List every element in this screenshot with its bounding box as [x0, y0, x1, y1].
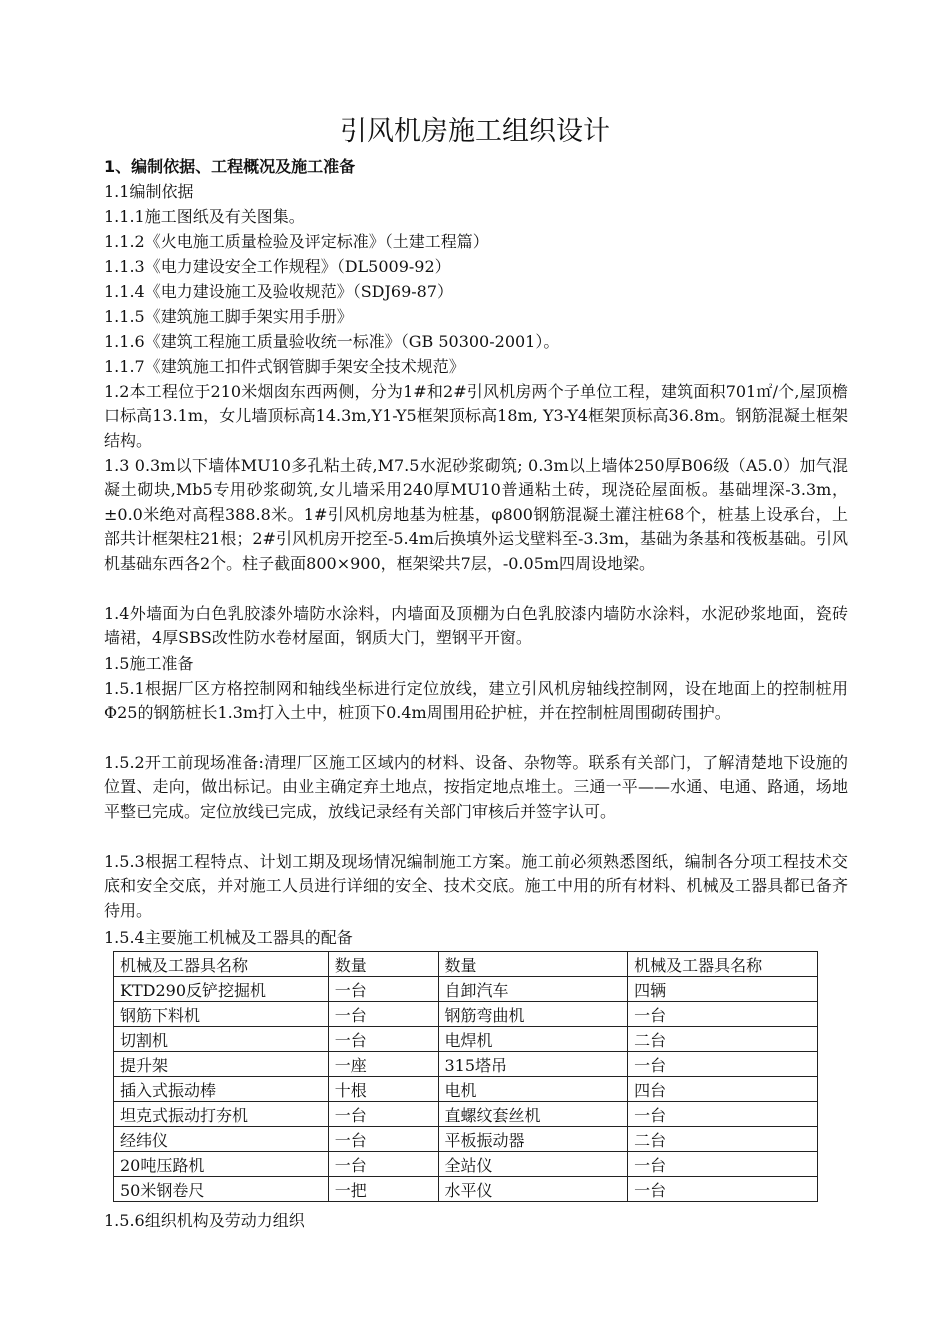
- equipment-table-body: [114, 952, 818, 1202]
- table-row: [114, 1177, 818, 1202]
- table-row: [114, 1077, 818, 1102]
- table-cell: 四辆: [628, 977, 818, 1002]
- table-cell: 二台: [628, 1127, 818, 1152]
- table-cell: 一把: [328, 1177, 438, 1202]
- table-cell: 电机: [438, 1077, 628, 1102]
- table-cell: 一台: [328, 1152, 438, 1177]
- table-row: [114, 1102, 818, 1127]
- table-cell: 一台: [628, 1152, 818, 1177]
- subsection-heading: 1.5.6组织机构及劳动力组织: [104, 1211, 305, 1230]
- subsection-heading: 1.5施工准备: [104, 654, 194, 673]
- table-cell: 一台: [628, 1177, 818, 1202]
- table-cell: 一台: [328, 1027, 438, 1052]
- table-cell: 一台: [328, 1002, 438, 1027]
- table-cell: 直螺纹套丝机: [438, 1102, 628, 1127]
- subsection-heading: 1.1编制依据: [104, 182, 194, 201]
- table-cell: 一台: [628, 1102, 818, 1127]
- table-cell: 一台: [328, 1102, 438, 1127]
- document-title: 引风机房施工组织设计: [340, 116, 610, 147]
- equipment-table: [113, 951, 818, 1202]
- table-cell: 一台: [628, 1052, 818, 1077]
- table-cell: 一台: [628, 1002, 818, 1027]
- table-header-row: [114, 952, 818, 977]
- table-cell: 四台: [628, 1077, 818, 1102]
- header-cell: 机械及工器具名称: [628, 952, 818, 977]
- table-row: [114, 1002, 818, 1027]
- paragraph-1-2: 1.2本工程位于210米烟囱东西两侧，分为1#和2#引风机房两个子单位工程，建筑面积701㎡/个,屋顶檐口标高13.1m，女儿墙顶标高14.3m,Y1-Y5框架顶标高18m, Y3-Y4框架顶标高36.8m。钢筋混凝土框架结构。: [104, 382, 848, 450]
- paragraph-1-5-2: 1.5.2开工前现场准备:清理厂区施工区域内的材料、设备、杂物等。联系有关部门，了解清楚地下设施的位置、走向，做出标记。由业主确定弃土地点，按指定地点堆土。三通一平——水通、电通、路通，场地平整已完成。定位放线已完成，放线记录经有关部门审核后并签字认可。: [104, 753, 848, 821]
- table-cell: KTD290反铲挖掘机: [114, 977, 329, 1002]
- table-cell: 十根: [328, 1077, 438, 1102]
- table-cell: 一台: [328, 1127, 438, 1152]
- header-cell: 数量: [328, 952, 438, 977]
- table-cell: 钢筋下料机: [114, 1002, 329, 1027]
- table-cell: 一座: [328, 1052, 438, 1077]
- reference-item: 1.1.5《建筑施工脚手架实用手册》: [104, 307, 353, 326]
- reference-item: 1.1.4《电力建设施工及验收规范》（SDJ69-87）: [104, 282, 454, 301]
- paragraph-1-3: 1.3 0.3m以下墙体MU10多孔粘土砖,M7.5水泥砂浆砌筑; 0.3m以上墙体250厚B06级（A5.0）加气混凝土砌块,Mb5专用砂浆砌筑,女儿墙采用240厚MU10普通粘土砖，现浇砼屋面板。基础埋深-3.3m，±0.0米绝对高程388.8米。1#引风机房地基为桩基，φ800钢筋混凝土灌注桩68个，桩基上设承台，上部共计框架柱21根；2#引风机房开挖至-5.4m后换填外运戈壁料至-3.3m，基础为条基和筏板基础。引风机基础东西各2个。柱子截面800×900，框架梁共7层，-0.05m四周设地梁。: [104, 456, 848, 573]
- table-cell: 50米钢卷尺: [114, 1177, 329, 1202]
- table-cell: 20吨压路机: [114, 1152, 329, 1177]
- section-heading: 1、编制依据、工程概况及施工准备: [104, 157, 356, 176]
- table-cell: 平板振动器: [438, 1127, 628, 1152]
- table-caption: 1.5.4主要施工机械及工器具的配备: [104, 928, 353, 947]
- header-cell: 数量: [438, 952, 628, 977]
- table-row: [114, 1152, 818, 1177]
- reference-item: 1.1.6《建筑工程施工质量验收统一标准》（GB 50300-2001）。: [104, 332, 560, 351]
- table-row: [114, 977, 818, 1002]
- table-cell: 一台: [328, 977, 438, 1002]
- table-cell: 315塔吊: [438, 1052, 628, 1077]
- table-cell: 全站仪: [438, 1152, 628, 1177]
- table-cell: 经纬仪: [114, 1127, 329, 1152]
- table-cell: 二台: [628, 1027, 818, 1052]
- table-cell: 切割机: [114, 1027, 329, 1052]
- table-cell: 坦克式振动打夯机: [114, 1102, 329, 1127]
- header-cell: 机械及工器具名称: [114, 952, 329, 977]
- table-row: [114, 1127, 818, 1152]
- table-cell: 钢筋弯曲机: [438, 1002, 628, 1027]
- table-cell: 水平仪: [438, 1177, 628, 1202]
- paragraph-1-5-3: 1.5.3根据工程特点、计划工期及现场情况编制施工方案。施工前必须熟悉图纸，编制各分项工程技术交底和安全交底，并对施工人员进行详细的安全、技术交底。施工中用的所有材料、机械及工器具都已备齐待用。: [104, 852, 848, 920]
- reference-item: 1.1.3《电力建设安全工作规程》（DL5009-92）: [104, 257, 451, 276]
- reference-item: 1.1.7《建筑施工扣件式钢管脚手架安全技术规范》: [104, 357, 465, 376]
- table-cell: 电焊机: [438, 1027, 628, 1052]
- table-cell: 插入式振动棒: [114, 1077, 329, 1102]
- table-cell: 自卸汽车: [438, 977, 628, 1002]
- paragraph-1-4: 1.4外墙面为白色乳胶漆外墙防水涂料，内墙面及顶棚为白色乳胶漆内墙防水涂料，水泥砂浆地面，瓷砖墙裙，4厚SBS改性防水卷材屋面，钢质大门，塑钢平开窗。: [104, 604, 848, 648]
- table-row: [114, 1027, 818, 1052]
- table-row: [114, 1052, 818, 1077]
- reference-item: 1.1.2《火电施工质量检验及评定标准》（土建工程篇）: [104, 232, 489, 251]
- reference-item: 1.1.1施工图纸及有关图集。: [104, 207, 305, 226]
- paragraph-1-5-1: 1.5.1根据厂区方格控制网和轴线坐标进行定位放线，建立引风机房轴线控制网，设在地面上的控制桩用Φ25的钢筋桩长1.3m打入土中，桩顶下0.4m周围用砼护桩，并在控制桩周围砌砖围护。: [104, 679, 848, 723]
- table-cell: 提升架: [114, 1052, 329, 1077]
